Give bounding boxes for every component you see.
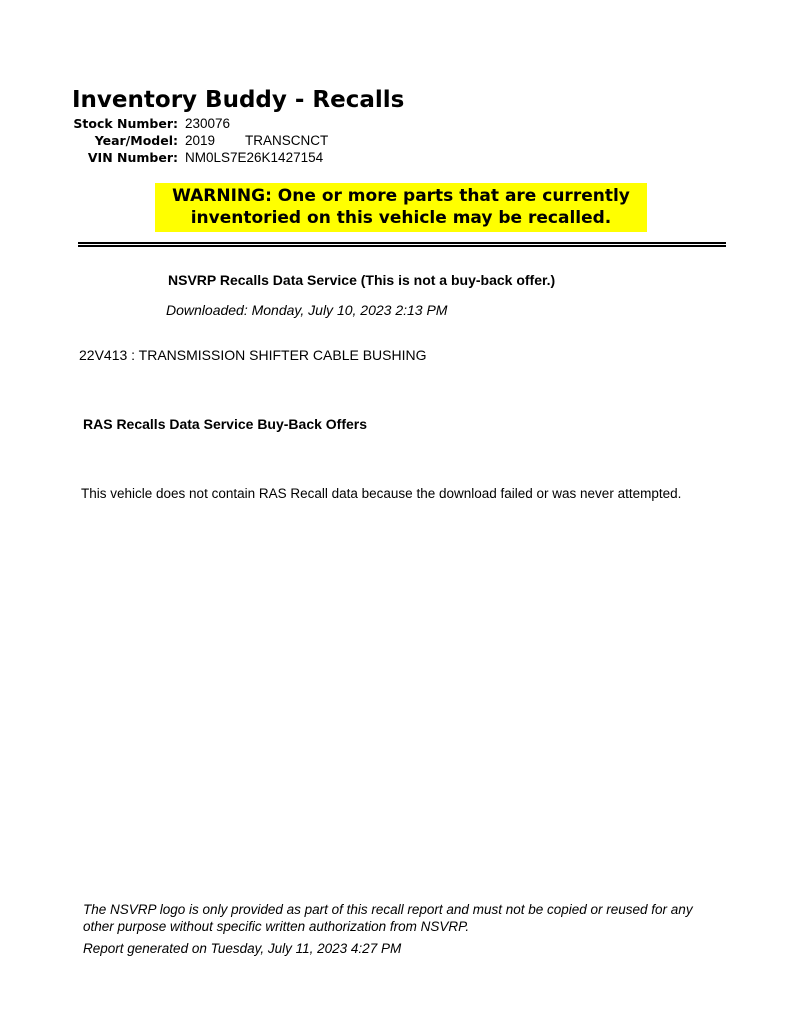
stock-number-row	[0, 116, 328, 132]
recall-item: 22V413 : TRANSMISSION SHIFTER CABLE BUSHING	[79, 347, 427, 363]
year-value: 2019	[185, 133, 216, 148]
year-model-row	[0, 133, 328, 149]
report-generated-timestamp: Report generated on Tuesday, July 11, 2023 4:27 PM	[83, 941, 402, 956]
stock-number-label: Stock Number:	[73, 116, 178, 131]
vin-number-value: NM0LS7E26K1427154	[185, 150, 324, 165]
vin-number-row	[0, 150, 328, 166]
vehicle-info-block	[0, 116, 328, 167]
nsvrp-section-heading: NSVRP Recalls Data Service (This is not a buy-back offer.)	[168, 272, 556, 288]
footer-disclaimer: The NSVRP logo is only provided as part of this recall report and must not be copied or reused for any other purpose without specific written authorization from NSVRP.	[83, 902, 693, 934]
section-divider-rule	[78, 242, 726, 247]
recall-warning-banner	[155, 183, 647, 232]
year-model-label: Year/Model:	[94, 133, 178, 148]
nsvrp-downloaded-timestamp: Downloaded: Monday, July 10, 2023 2:13 PM	[166, 302, 448, 318]
vin-number-label: VIN Number:	[87, 150, 178, 165]
model-value: TRANSCNCT	[245, 133, 329, 148]
page-title: Inventory Buddy - Recalls	[72, 87, 405, 113]
year-model-value	[178, 133, 328, 149]
ras-status-message: This vehicle does not contain RAS Recall data because the download failed or was never attempted.	[81, 486, 682, 501]
ras-section-heading: RAS Recalls Data Service Buy-Back Offers	[83, 416, 368, 432]
stock-number-value: 230076	[185, 116, 231, 131]
warning-line-2: inventoried on this vehicle may be recalled.	[190, 207, 612, 228]
warning-line-1: WARNING: One or more parts that are currently	[172, 186, 630, 206]
